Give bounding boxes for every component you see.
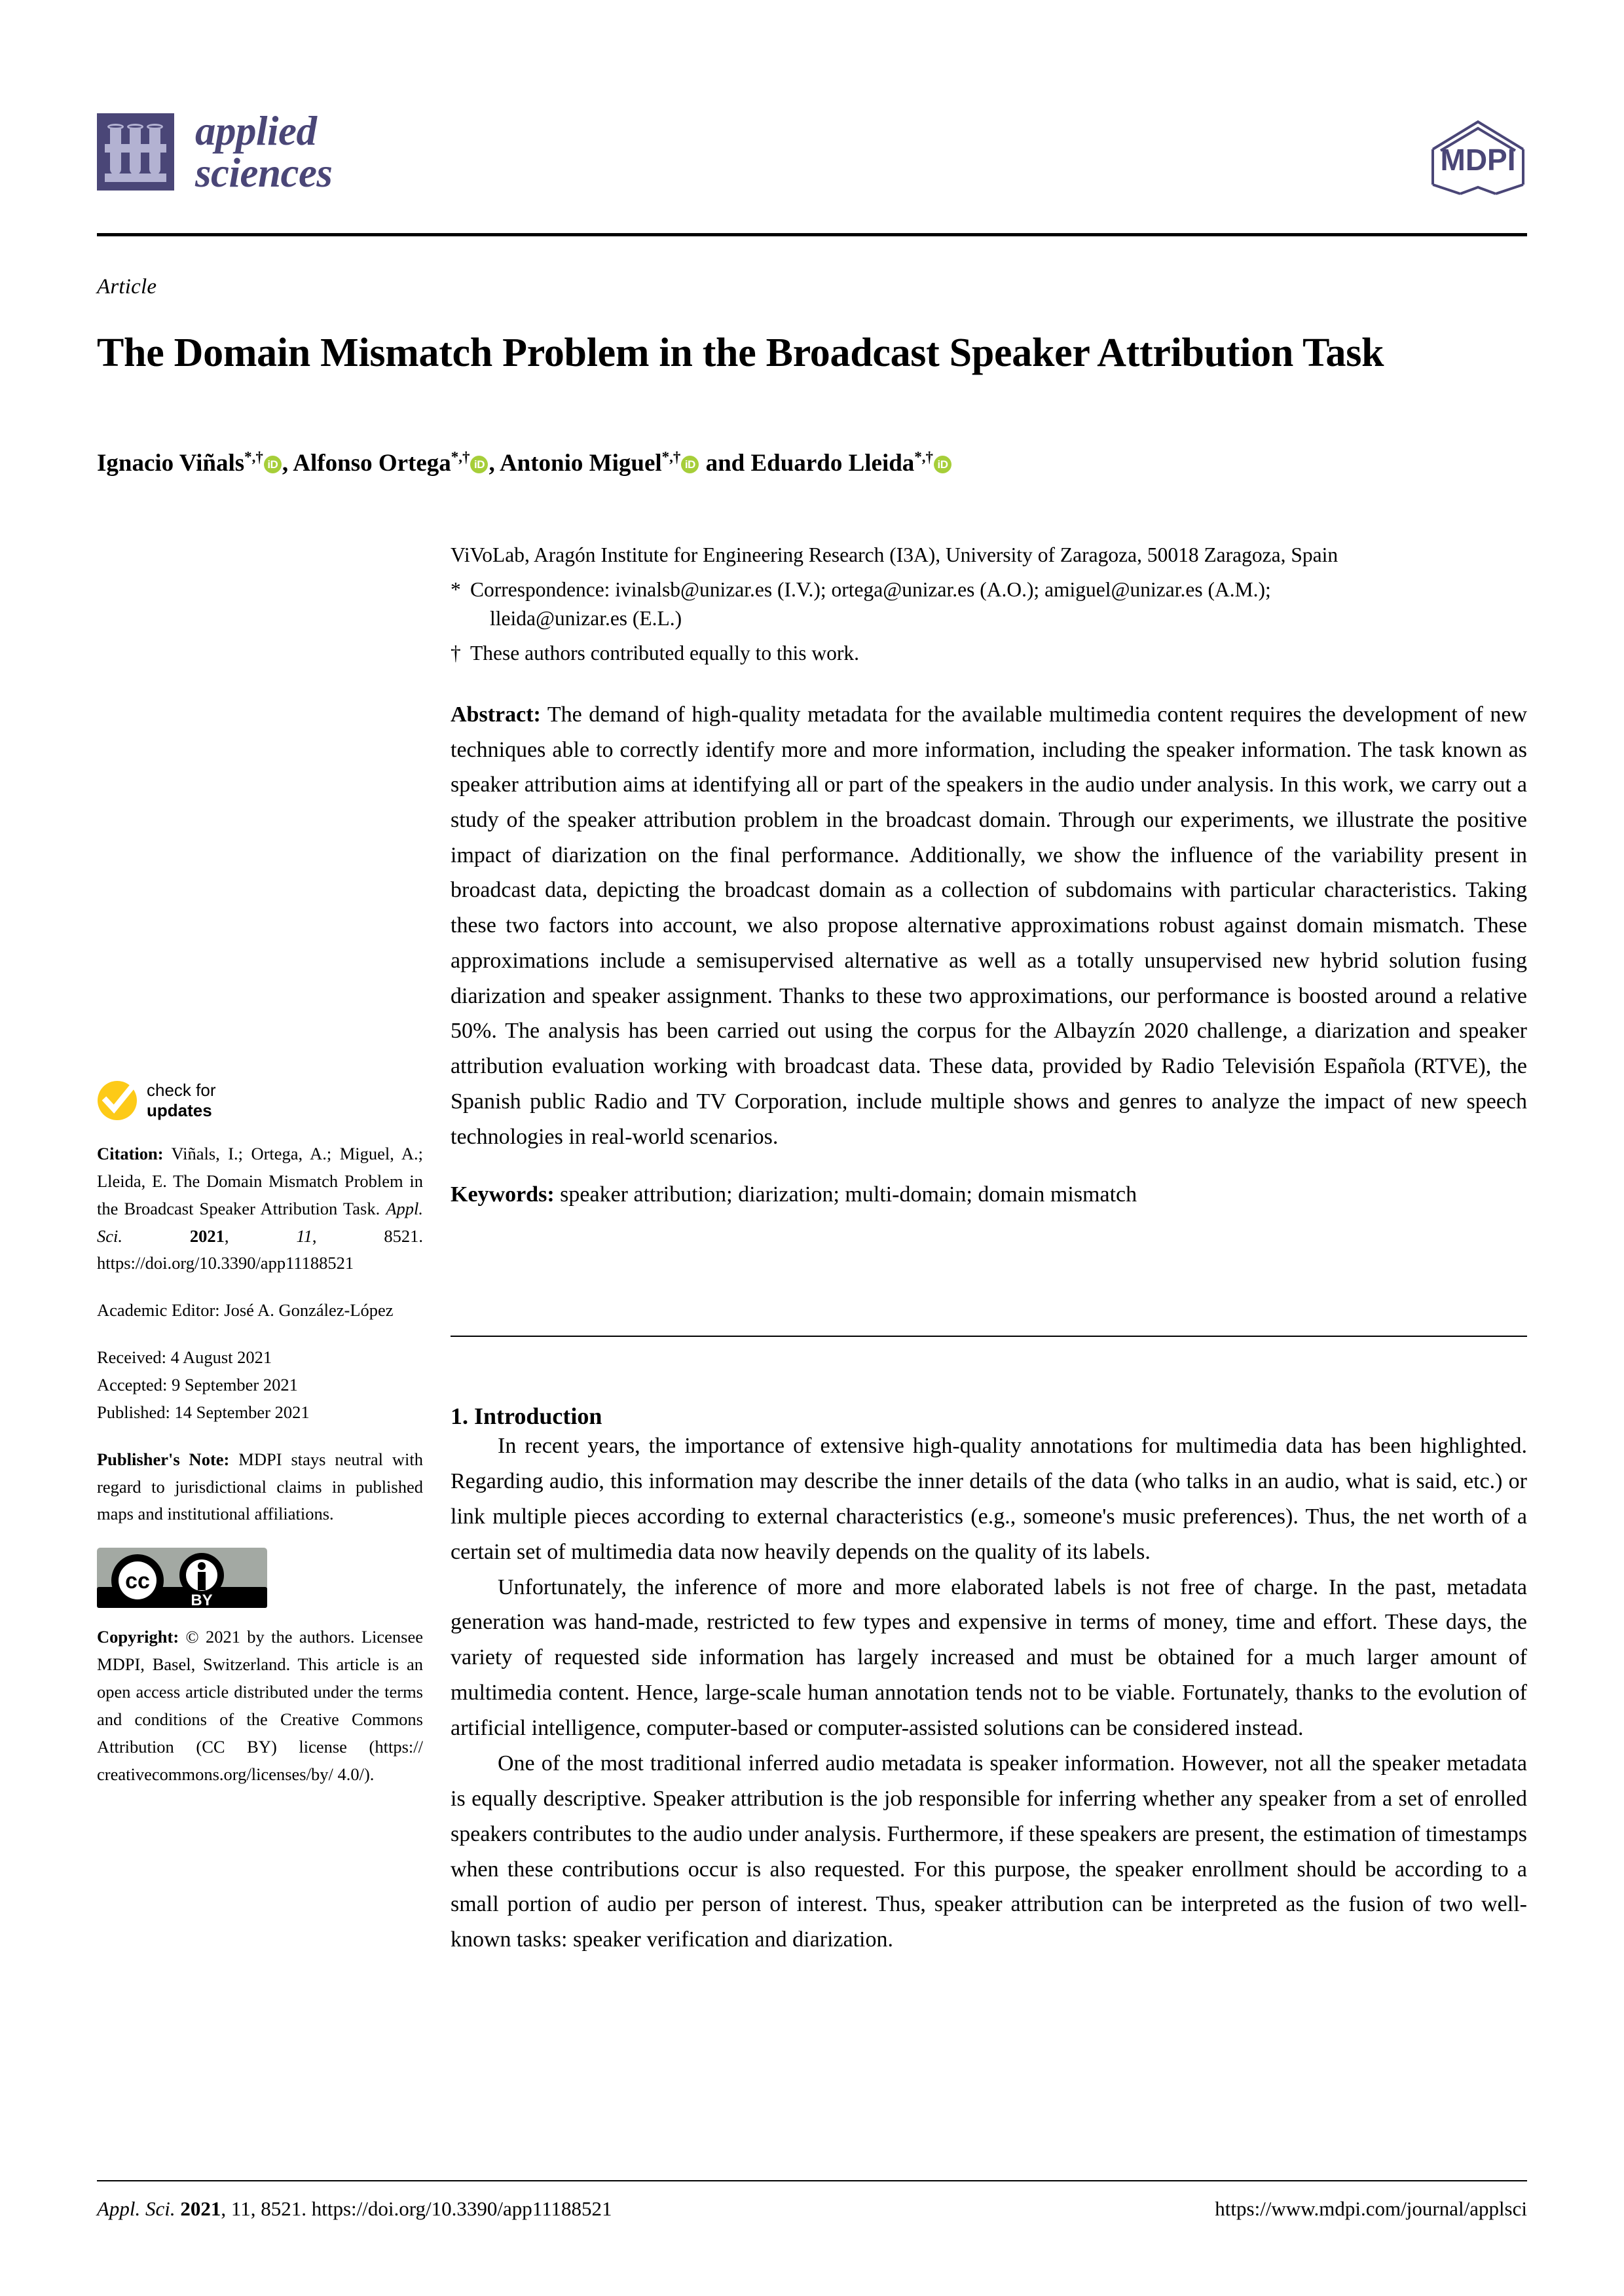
article-type-label: Article <box>97 275 157 299</box>
academic-editor: Academic Editor: José A. González-López <box>97 1300 394 1321</box>
mdpi-logo <box>1429 117 1527 199</box>
orcid-icon[interactable]: iD <box>264 456 282 473</box>
citation-doi-link[interactable]: https://doi.org/10.3390/app11188521 <box>97 1253 354 1273</box>
author-marks-2: *,† <box>661 448 681 465</box>
affiliation-block <box>451 541 1527 668</box>
copyright-label: Copyright: <box>97 1627 179 1647</box>
author-name-2: Antonio Miguel <box>499 450 662 477</box>
page-title: The Domain Mismatch Problem in the Broadcast Speaker Attribution Task <box>97 330 1384 375</box>
author-marks-3: *,† <box>914 448 933 465</box>
citation-block: Citation: Viñals, I.; Ortega, A.; Miguel, A.; Lleida, E. The Domain Mismatch Problem in the Broadcast Speaker Attribution Task. Appl. Sci. 2021, 11, 8521. https://doi.org/10.3390/app11188521 <box>97 1144 424 1273</box>
author-list <box>97 448 1472 479</box>
keywords-text: speaker attribution; diarization; multi-domain; domain mismatch <box>560 1182 1137 1207</box>
correspondence-row <box>451 575 1527 634</box>
author-conjunction: and <box>699 450 751 477</box>
crossmark-label-line2: updates <box>147 1101 212 1120</box>
author-entry-1 <box>293 450 489 477</box>
keywords <box>451 1178 1527 1212</box>
masthead <box>97 110 1527 228</box>
author-marks-0: *,† <box>244 448 263 465</box>
by-glyph: BY <box>191 1592 213 1609</box>
equal-contribution-text: These authors contributed equally to this work. <box>470 642 859 665</box>
footer-journal: Appl. Sci. <box>97 2197 175 2220</box>
citation-journal: Appl. Sci. <box>97 1198 424 1246</box>
footer-journal-url[interactable]: https://www.mdpi.com/journal/applsci <box>1215 2197 1527 2220</box>
paragraph: One of the most traditional inferred audio metadata is speaker information. However, not all the speaker metadata is equally descriptive. Speaker attribution is the job responsible for inferring whether any speaker from a set of enrolled speakers contributes to the audio under analysis. Furthermore, if these speakers are present, the estimation of timestamps when these contributions occur is also requested. For this purpose, the speaker enrollment should be according to a small portion of audio per person of interest. Thus, speaker attribution can be interpreted as the fusion of two well-known tasks: speaker verification and diarization. <box>451 1751 1527 1952</box>
correspondence-marker: * <box>451 577 461 601</box>
journal-title-line1: applied <box>195 108 317 154</box>
orcid-icon[interactable]: iD <box>470 456 488 473</box>
equal-contribution-row <box>451 639 1527 668</box>
abstract-text: The demand of high-quality metadata for the available multimedia content requires the development of new techniques able to correctly identify more and more information, including the speaker information. The task known as speaker attribution aims at identifying all or part of the speakers in the audio under analysis. In this work, we carry out a study of the speaker attribution problem in the broadcast domain. Through our experiments, we illustrate the positive impact of diarization on the final performance. Additionally, we show the influence of the variability present in broadcast data, depicting the broadcast domain as a collection of subdomains with particular characteristics. Taking these two factors into account, we also propose alternative approximations robust against domain mismatch. These approximations include a semisupervised alternative as well as a totally unsupervised new hybrid solution fusing diarization and speaker assignment. Thanks to these two approximations, our performance is boosted around a relative 50%. The analysis has been carried out using the corpus for the Albayzín 2020 challenge, a diarization and speaker attribution evaluation working with broadcast data. These data, provided by Radio Televisión Española (RTVE), the Spanish public Radio and TV Corporation, include multiple shows and genres to analyze the impact of new speech technologies in real-world scenarios. <box>451 702 1527 1149</box>
section-divider <box>451 1336 1527 1337</box>
header-divider <box>97 233 1527 236</box>
paragraph: In recent years, the importance of extensive high-quality annotations for multimedia data has been highlighted. Regarding audio, this information may describe the inner details of the data (who talks in an audio, what is said, etc.) or link multiple pieces according to external characteristics (e.g., someone's music preferences). Thus, the net worth of a certain set of multimedia data now heavily depends on the quality of its labels. <box>451 1434 1527 1564</box>
journal-title <box>195 110 332 194</box>
test-tubes-icon <box>97 113 174 191</box>
author-entry-2 <box>500 450 699 477</box>
copyright-block <box>97 1624 423 1788</box>
paragraph: Unfortunately, the inference of more and more elaborated labels is not free of charge. In the past, metadata generation was hand-made, restricted to few types and expensive in terms of money, time and effort. These days, the variety of requested side information has largely increased and must be obtained for a much larger amount of multimedia content. Hence, large-scale human annotation tends not to be viable. Fortunately, thanks to the evolution of artificial intelligence, computer-based or computer-assisted solutions can be considered instead. <box>451 1575 1527 1740</box>
citation-year: 2021 <box>189 1226 225 1246</box>
author-entry-0 <box>97 450 282 477</box>
main-column <box>451 541 1527 1212</box>
author-sep-0: , <box>282 450 293 477</box>
citation-label: Citation: <box>97 1144 164 1163</box>
author-marks-1: *,† <box>451 448 470 465</box>
dates-block <box>97 1344 423 1427</box>
affiliation-institution: ViVoLab, Aragón Institute for Engineering Research (I3A), University of Zaragoza, 50018 Zaragoza, Spain <box>451 543 1338 566</box>
citation-authors: Viñals, I.; Ortega, A.; Miguel, A.; Lleida, E. The Domain Mismatch Problem in the Broadcast Speaker Attribution Task. <box>97 1144 423 1218</box>
citation-article-number: 8521 <box>384 1226 419 1246</box>
author-entry-3 <box>750 450 952 477</box>
correspondence-continuation: lleida@unizar.es (E.L.) <box>490 607 682 630</box>
check-for-updates-icon <box>97 1080 138 1121</box>
orcid-icon[interactable]: iD <box>681 456 699 473</box>
date-received: Received: 4 August 2021 <box>97 1347 272 1368</box>
footer-year: 2021 <box>180 2197 221 2220</box>
keywords-label: Keywords: <box>451 1182 555 1207</box>
section-heading-introduction: 1. Introduction <box>451 1402 602 1429</box>
date-published: Published: 14 September 2021 <box>97 1402 310 1422</box>
orcid-icon[interactable]: iD <box>934 456 951 473</box>
author-name-3: Eduardo Lleida <box>750 450 915 477</box>
footer-citation <box>97 2197 612 2221</box>
publisher-note <box>97 1446 423 1529</box>
crossmark-badge[interactable] <box>97 1080 423 1121</box>
footer-rest: , 11, 8521. https://doi.org/10.3390/app11188521 <box>221 2197 612 2220</box>
equal-contribution-marker: † <box>451 642 461 665</box>
journal-title-line2: sciences <box>195 150 333 196</box>
author-name-1: Alfonso Ortega <box>293 450 451 477</box>
metadata-sidebar <box>97 1080 423 1788</box>
crossmark-label-line1: check for <box>147 1080 216 1101</box>
date-accepted: Accepted: 9 September 2021 <box>97 1375 298 1395</box>
section-body-introduction <box>451 1429 1527 1958</box>
page-footer <box>97 2197 1527 2221</box>
publisher-note-text: MDPI stays neutral with regard to jurisdictional claims in published maps and institutional affiliations. <box>97 1449 423 1524</box>
citation-volume: 11 <box>296 1226 312 1246</box>
creative-commons-badge-icon[interactable] <box>97 1548 267 1608</box>
author-sep-1: , <box>489 450 500 477</box>
publisher-note-label: Publisher's Note: <box>97 1449 230 1469</box>
correspondence-text: Correspondence: ivinalsb@unizar.es (I.V.); ortega@unizar.es (A.O.); amiguel@unizar.es (A.M.); <box>470 577 1271 601</box>
copyright-text: © 2021 by the authors. Licensee MDPI, Basel, Switzerland. This article is an open access article distributed under the terms and conditions of the Creative Commons Attribution (CC BY) license (https:// creativecommons.org/licenses/by/ 4.0/). <box>97 1627 423 1784</box>
author-name-0: Ignacio Viñals <box>97 450 245 477</box>
cc-glyph: cc <box>125 1569 150 1594</box>
journal-logo <box>97 110 332 194</box>
footer-divider <box>97 2180 1527 2181</box>
mdpi-logo-text: MDPI <box>1440 143 1516 177</box>
abstract <box>451 697 1527 1154</box>
abstract-label: Abstract: <box>451 702 541 727</box>
